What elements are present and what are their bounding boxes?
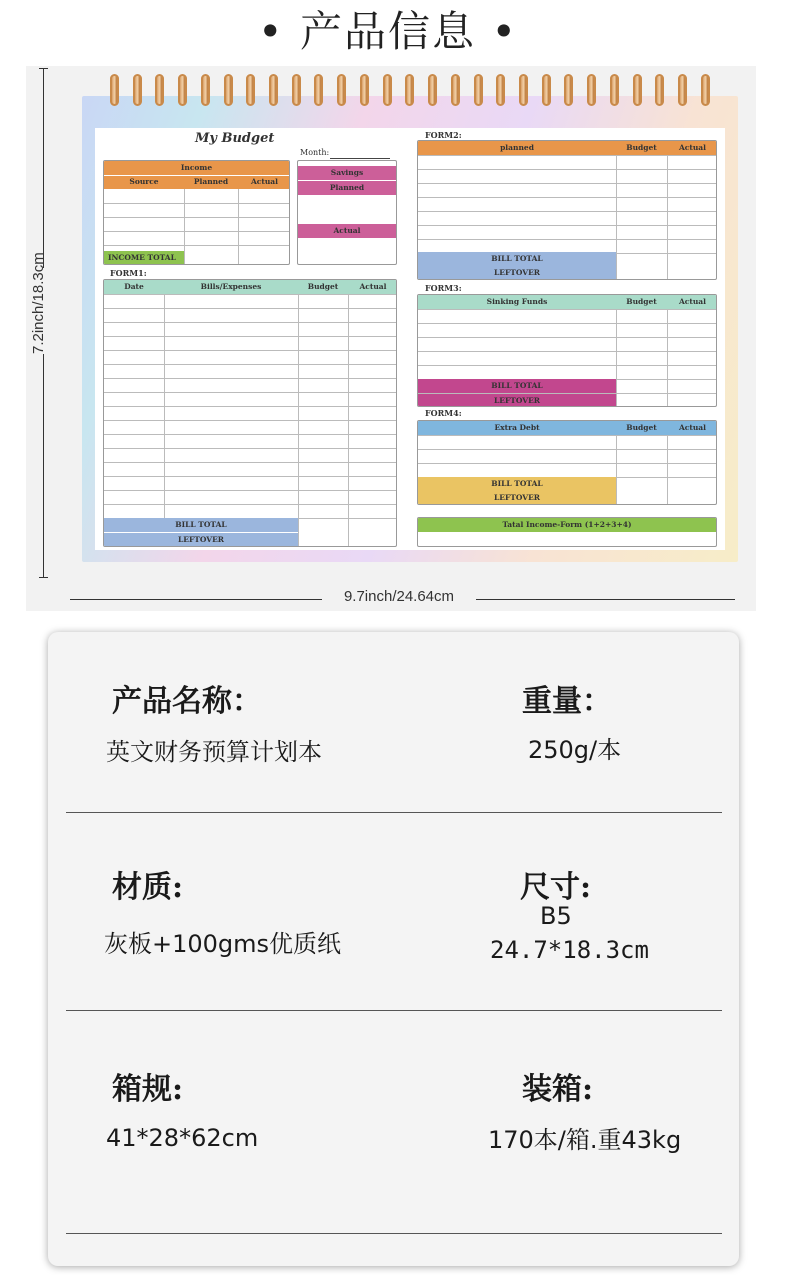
row-line [104,490,396,491]
form3-col-name: Sinking Funds [486,297,548,306]
row-line [104,392,396,393]
weight-label: 重量： [522,684,612,719]
spiral-ring [110,74,119,106]
form2-col-name: planned [500,143,534,152]
col-line [298,294,299,546]
row-line [104,322,396,323]
form1-col-bills: Bills/Expenses [200,282,262,291]
spiral-ring [155,74,164,106]
spiral-ring [496,74,505,106]
savings-table [297,160,397,265]
row-line [104,231,289,232]
row-line [104,378,396,379]
form4-col-name: Extra Debt [494,423,540,432]
row-line [418,197,716,198]
spiral-ring [224,74,233,106]
month-label: Month: [300,148,330,157]
savings-header: Savings [298,166,396,180]
form3-label: FORM3: [425,283,462,293]
spiral-ring [678,74,687,106]
row-line [104,217,289,218]
row-line [418,323,716,324]
divider [66,812,722,813]
row-line [418,351,716,352]
material-label: 材质: [112,870,184,905]
row-line [418,337,716,338]
form3-bill-total: BILL TOTAL [418,379,616,393]
material-value: 灰板+100gms优质纸 [104,930,342,958]
form4-table [417,420,717,505]
carton-value: 41*28*62cm [106,1124,259,1152]
col-line [616,155,617,279]
form3-col-budget: Budget [626,297,657,306]
col-line [667,309,668,406]
row-line [418,435,716,436]
row-line [418,169,716,170]
form2-col-actual: Actual [678,143,706,152]
budget-title: My Budget [195,131,275,146]
savings-planned: Planned [298,181,396,195]
spiral-ring [701,74,710,106]
form4-leftover: LEFTOVER [418,491,616,505]
row-line [418,155,716,156]
col-line [184,189,185,264]
income-header: Income [104,161,289,175]
spiral-ring [201,74,210,106]
row-line [418,239,716,240]
row-line [104,406,396,407]
row-line [104,308,396,309]
col-line [616,309,617,406]
budget-page [95,128,725,550]
form1-label: FORM1: [110,268,147,278]
packing-value: 170本/箱.重43kg [488,1126,682,1154]
form2-leftover: LEFTOVER [418,266,616,280]
form2-col-budget: Budget [626,143,657,152]
month-input-line [330,158,390,159]
form1-bill-total: BILL TOTAL [104,518,298,532]
spiral-ring [451,74,460,106]
form4-col-actual: Actual [678,423,706,432]
spiral-binding [110,74,710,108]
divider [66,1010,722,1011]
spiral-ring [474,74,483,106]
col-line [667,155,668,279]
spiral-ring [610,74,619,106]
row-line [418,449,716,450]
form3-col-actual: Actual [678,297,706,306]
row-line [104,203,289,204]
product-name-label: 产品名称： [112,684,262,719]
spiral-ring [542,74,551,106]
form4-label: FORM4: [425,408,462,418]
form4-bill-total: BILL TOTAL [418,477,616,491]
form3-leftover: LEFTOVER [418,394,616,407]
form2-table [417,140,717,280]
spiral-ring [633,74,642,106]
total-income-bar: Tatal Income-Form (1+2+3+4) [418,518,716,532]
col-line [238,189,239,264]
carton-label: 箱规: [112,1072,184,1107]
row-line [104,420,396,421]
size-label: 尺寸: [520,870,592,905]
height-dimension-cap-bottom [39,577,48,578]
row-line [104,245,289,246]
page-header-title: • 产品信息 • [240,4,536,60]
spiral-ring [587,74,596,106]
product-name-value: 英文财务预算计划本 [106,738,322,766]
row-line [418,309,716,310]
row-line [104,434,396,435]
height-dimension-cap-top [39,68,48,69]
form3-table [417,294,717,407]
row-line [418,211,716,212]
form1-table [103,279,397,547]
row-line [418,365,716,366]
row-line [104,462,396,463]
col-line [616,435,617,504]
income-col-planned: Planned [193,177,229,186]
height-dimension-label: 7.2inch/18.3cm [30,268,52,354]
income-col-source: Source [129,177,159,186]
row-line [418,183,716,184]
spiral-ring [178,74,187,106]
spiral-ring [405,74,414,106]
size-value-1: B5 [540,902,572,930]
spiral-ring [655,74,664,106]
form1-col-date: Date [124,282,144,291]
row-line [104,504,396,505]
row-line [104,448,396,449]
income-total: INCOME TOTAL [104,251,184,265]
form2-label: FORM2: [425,130,462,140]
row-line [104,476,396,477]
row-line [418,225,716,226]
row-line [418,463,716,464]
row-line [104,350,396,351]
width-dimension-label: 9.7inch/24.64cm [322,588,476,610]
spiral-ring [246,74,255,106]
spiral-ring [383,74,392,106]
savings-actual: Actual [298,224,396,238]
form4-col-budget: Budget [626,423,657,432]
spiral-ring [564,74,573,106]
row-line [104,294,396,295]
spiral-ring [360,74,369,106]
spiral-ring [428,74,437,106]
spiral-ring [133,74,142,106]
divider [66,1233,722,1234]
form1-leftover: LEFTOVER [104,533,298,547]
col-line [348,294,349,546]
size-value-2: 24.7*18.3cm [490,936,649,964]
form1-col-budget: Budget [307,282,339,291]
col-line [164,294,165,518]
col-line [667,435,668,504]
spiral-ring [519,74,528,106]
spiral-ring [337,74,346,106]
spiral-ring [292,74,301,106]
income-table [103,160,290,265]
weight-value: 250g/本 [528,736,622,764]
total-income-table [417,517,717,547]
row-line [104,336,396,337]
row-line [104,364,396,365]
form2-bill-total: BILL TOTAL [418,252,616,266]
spiral-ring [269,74,278,106]
form1-col-actual: Actual [359,282,387,291]
spiral-ring [314,74,323,106]
packing-label: 装箱: [522,1072,594,1107]
income-col-actual: Actual [250,177,278,186]
